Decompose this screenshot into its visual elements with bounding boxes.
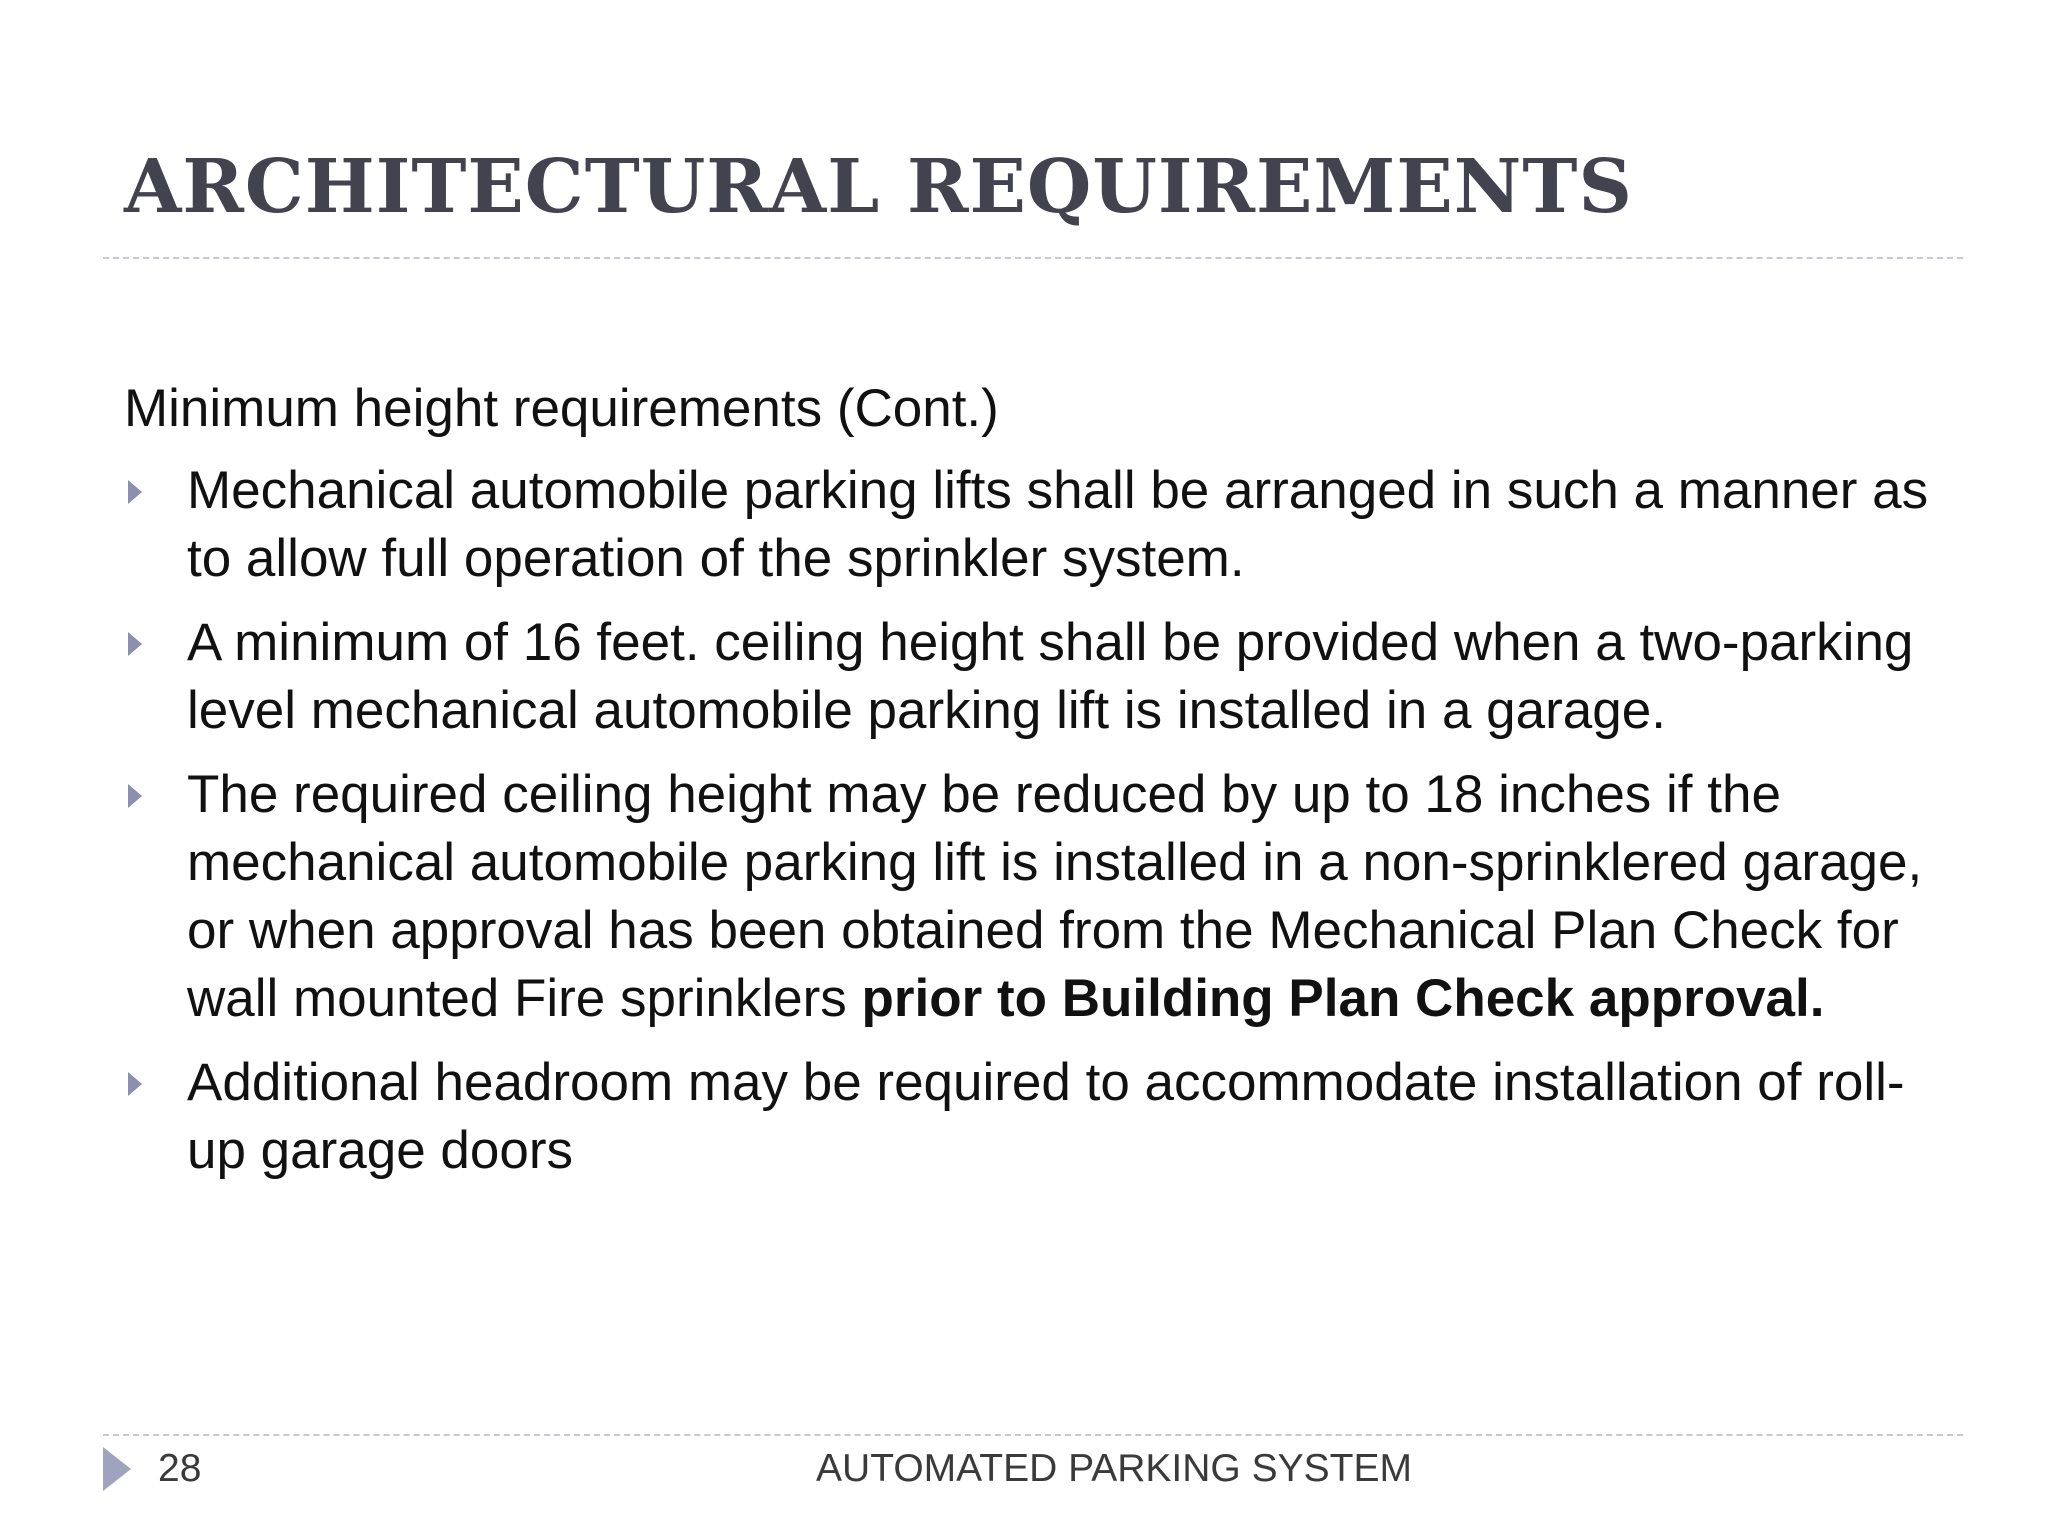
bullet-text: Additional headroom may be required to accommodate installation of roll-up garage doors xyxy=(187,1053,1905,1180)
page-number: 28 xyxy=(158,1447,202,1490)
title-divider xyxy=(103,257,1963,259)
bullet-text: The required ceiling height may be reduced by up to 18 inches if the mechanical automobile parking lift is installed in a non-sprinklered garage, or when approval has been obtained from the Mechanical Plan Check for wall mounted Fire sprinklers xyxy=(187,765,1923,1028)
bullet-item xyxy=(124,457,1944,593)
slide-title: ARCHITECTURAL REQUIREMENTS xyxy=(124,144,1633,230)
bullet-item xyxy=(124,1049,1944,1185)
bullet-item xyxy=(124,761,1944,1033)
bullet-item xyxy=(124,609,1944,745)
bullet-bold-text: prior to Building Plan Check approval. xyxy=(861,969,1825,1028)
triangle-bullet-icon xyxy=(128,632,142,656)
bullet-text: A minimum of 16 feet. ceiling height shall be provided when a two-parking level mechanical automobile parking lift is installed in a garage. xyxy=(187,613,1914,740)
section-lead: Minimum height requirements (Cont.) xyxy=(124,379,999,438)
bullet-list xyxy=(124,457,1944,1185)
footer-divider xyxy=(103,1434,1963,1436)
slide-body xyxy=(124,375,1944,1201)
footer-title: AUTOMATED PARKING SYSTEM xyxy=(816,1447,1412,1490)
triangle-bullet-icon xyxy=(128,1072,142,1096)
bullet-text: Mechanical automobile parking lifts shall be arranged in such a manner as to allow full operation of the sprinkler system. xyxy=(187,461,1929,588)
triangle-bullet-icon xyxy=(128,480,142,504)
triangle-bullet-icon xyxy=(128,784,142,808)
